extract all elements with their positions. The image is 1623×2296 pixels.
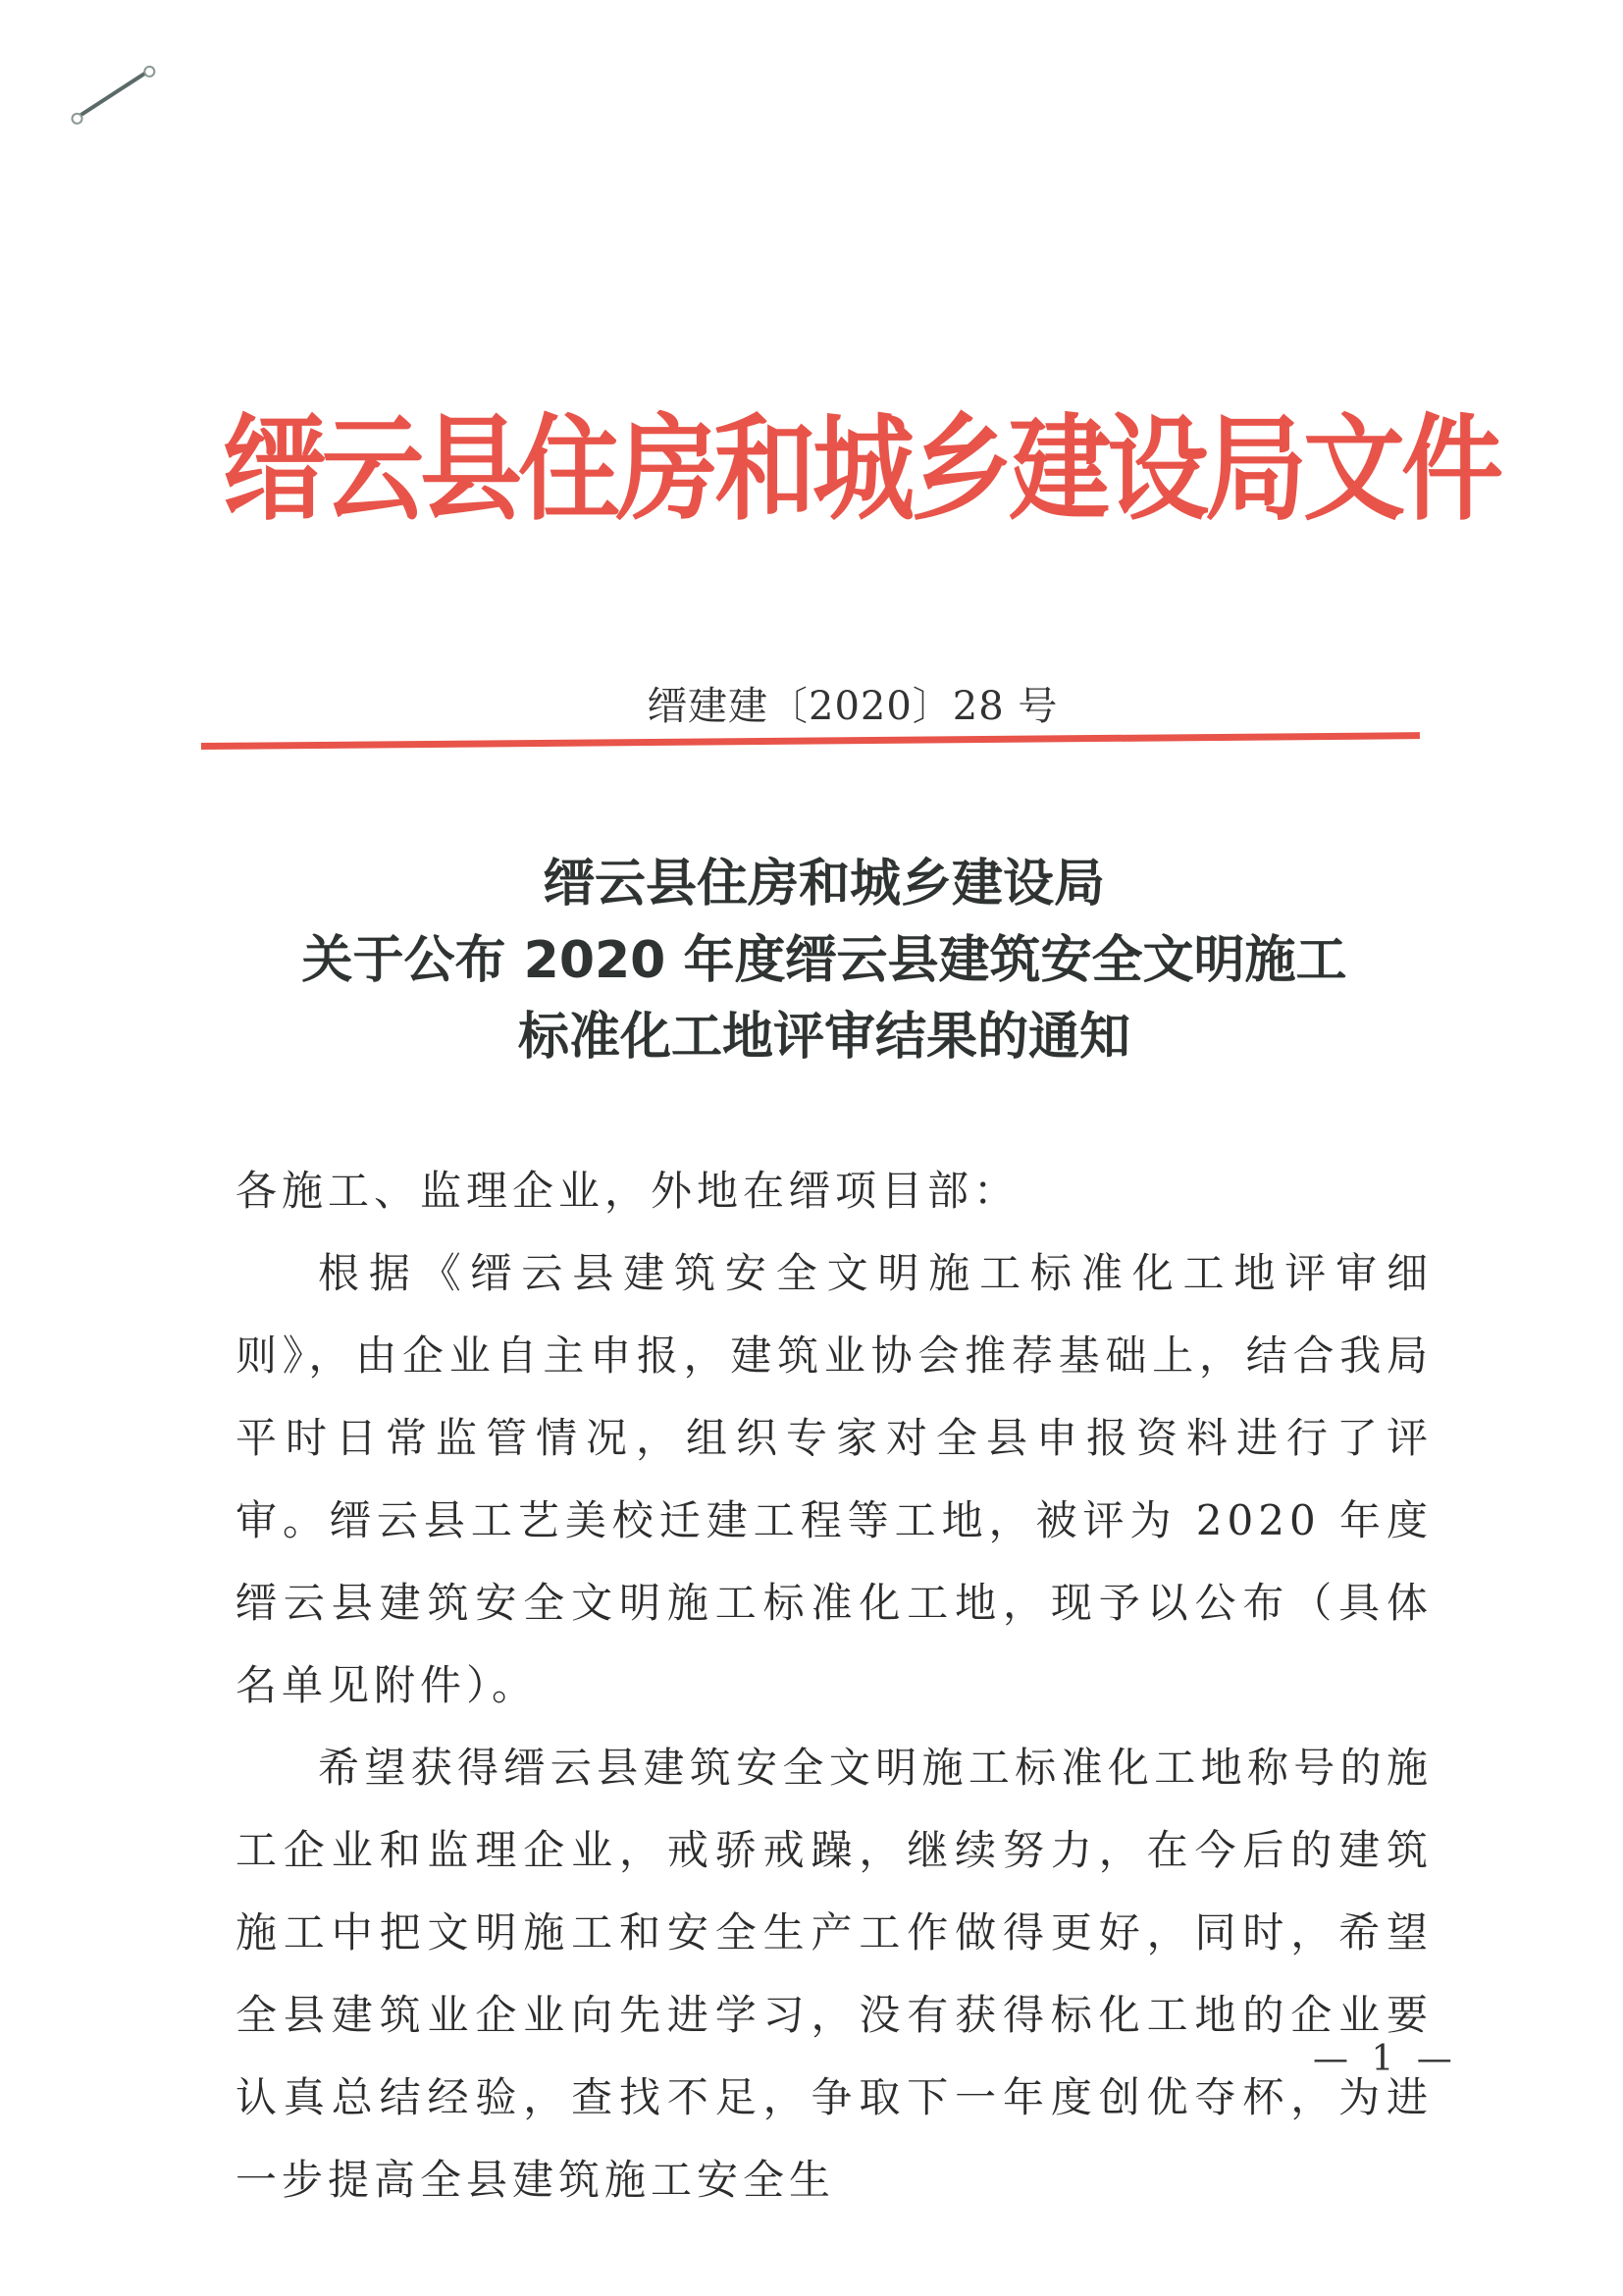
- title-line-3: 标准化工地评审结果的通知: [517, 1008, 1130, 1067]
- document-masthead: 缙云县住房和城乡建设局文件: [224, 402, 1500, 537]
- salutation: 各施工、监理企业，外地在缙项目部：: [236, 1167, 1021, 1215]
- red-divider-line: [201, 732, 1420, 750]
- body-paragraph-1: 根据《缙云县建筑安全文明施工标准化工地评审细则》，由企业自主申报，建筑业协会推荐基础上，结合我局平时日常监管情况，组织专家对全县申报资料进行了评审。缙云县工艺美校迁建工程等工地，被评为 2020 年度缙云县建筑安全文明施工标准化工地，现予以公布（具体名单见附件）。: [236, 1249, 1433, 1709]
- staple-mark: [76, 69, 150, 119]
- title-line-1: 缙云县住房和城乡建设局: [543, 855, 1105, 913]
- title-line-2: 关于公布 2020 年度缙云县建筑安全文明施工: [301, 931, 1347, 990]
- document-number: 缙建建〔2020〕28 号: [648, 684, 1059, 729]
- document-body: [236, 1150, 1433, 2221]
- page-number: — 1 —: [1313, 2039, 1458, 2079]
- body-paragraph-2: 希望获得缙云县建筑安全文明施工标准化工地称号的施工企业和监理企业，戒骄戒躁，继续努力，在今后的建筑施工中把文明施工和安全生产工作做得更好，同时，希望全县建筑业企业向先进学习，没有获得标化工地的企业要认真总结经验，查找不足，争取下一年度创优夺杯，为进一步提高全县建筑施工安全生: [236, 1744, 1433, 2204]
- document-title: [196, 846, 1452, 1075]
